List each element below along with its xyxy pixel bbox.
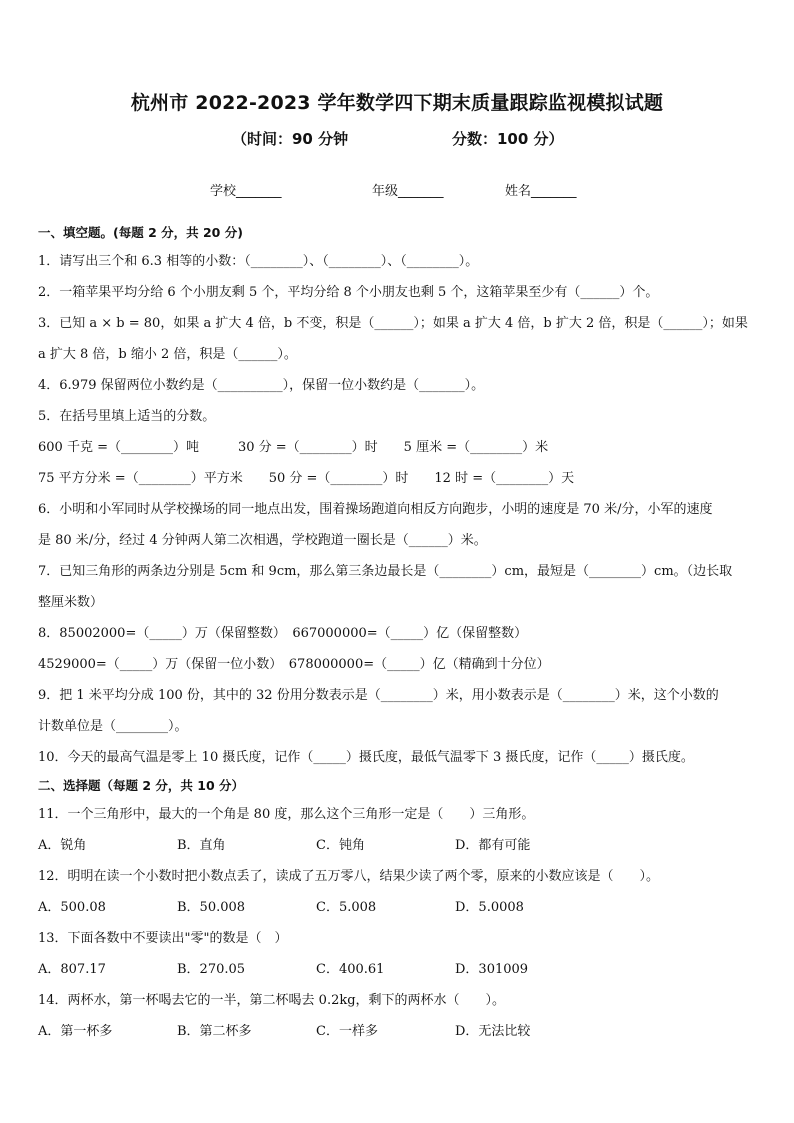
- choice-options: [38, 954, 760, 985]
- option-d: D．无法比较: [455, 1024, 531, 1039]
- question-line: 6．小明和小军同时从学校操场的同一地点出发，围着操场跑道向相反方向跑步，小明的速度是 70 米/分，小军的速度: [38, 502, 713, 517]
- question-line: 600 千克 =（________）吨 30 分 =（________）时 5 厘米 =（________）米: [38, 440, 549, 455]
- choice-question-stem: 11．一个三角形中，最大的一个角是 80 度，那么这个三角形一定是（ ）三角形。: [38, 807, 535, 822]
- choice-question-stem: 12．明明在读一个小数时把小数点丢了，读成了五万零八，结果少读了两个零，原来的小数应该是（ ）。: [38, 869, 660, 884]
- option-b: B．直角: [177, 838, 226, 853]
- question-line: a 扩大 8 倍，b 缩小 2 倍，积是（______）。: [38, 347, 297, 362]
- question-line: 10．今天的最高气温是零上 10 摄氏度，记作（_____）摄氏度，最低气温零下 3 摄氏度，记作（_____）摄氏度。: [38, 750, 694, 765]
- question-line: 8．85002000=（_____）万（保留整数） 667000000=（_____）亿（保留整数）: [38, 626, 528, 641]
- option-d: D．5.0008: [455, 900, 524, 915]
- question-line: 整厘米数）: [38, 595, 104, 610]
- question-line: 7．已知三角形的两条边分别是 5cm 和 9cm，那么第三条边最长是（________）cm，最短是（________）cm。（边长取: [38, 564, 733, 579]
- exam-score: 分数：100 分）: [452, 130, 564, 148]
- question-line: 3．已知 a × b = 80，如果 a 扩大 4 倍，b 不变，积是（______）；如果 a 扩大 4 倍，b 扩大 2 倍，积是（______）；如果: [38, 316, 748, 331]
- section-choice-title: 二、选择题（每题 2 分，共 10 分）: [38, 778, 245, 793]
- question-line: 9．把 1 米平均分成 100 份，其中的 32 份用分数表示是（________）米，用小数表示是（________）米，这个小数的: [38, 688, 719, 703]
- option-d: D．301009: [455, 962, 529, 977]
- exam-content: [38, 220, 760, 1047]
- option-a: A．500.08: [38, 900, 106, 915]
- option-b: B．50.008: [177, 900, 246, 915]
- option-a: A．锐角: [38, 838, 87, 853]
- question-line: 4529000=（_____）万（保留一位小数） 678000000=（_____）亿（精确到十分位）: [38, 657, 550, 672]
- question-line: 2．一箱苹果平均分给 6 个小朋友剩 5 个，平均分给 8 个小朋友也剩 5 个，这箱苹果至少有（______）个。: [38, 285, 659, 300]
- grade-field: 年级_______: [372, 184, 444, 199]
- question-line: 计数单位是（________）。: [38, 719, 188, 734]
- choice-options: [38, 892, 760, 923]
- choice-options: [38, 1016, 760, 1047]
- option-c: C．5.008: [316, 900, 377, 915]
- option-b: B．第二杯多: [177, 1024, 252, 1039]
- question-line: 5．在括号里填上适当的分数。: [38, 409, 216, 424]
- question-line: 是 80 米/分，经过 4 分钟两人第二次相遇，学校跑道一圈长是（______）米。: [38, 533, 487, 548]
- exam-time: （时间：90 分钟: [232, 130, 349, 148]
- option-a: A．第一杯多: [38, 1024, 113, 1039]
- choice-options: [38, 830, 760, 861]
- choice-question-stem: 14．两杯水，第一杯喝去它的一半，第二杯喝去 0.2kg，剩下的两杯水（ ）。: [38, 993, 506, 1008]
- option-c: C．400.61: [316, 962, 385, 977]
- page-title: 杭州市 2022-2023 学年数学四下期末质量跟踪监视模拟试题: [130, 92, 664, 114]
- option-a: A．807.17: [38, 962, 106, 977]
- section-fill-blank-title: 一、填空题。(每题 2 分，共 20 分): [38, 225, 243, 240]
- question-line: 75 平方分米 =（________）平方米 50 分 =（________）时 12 时 =（________）天: [38, 471, 575, 486]
- name-field: 姓名_______: [505, 184, 577, 199]
- option-c: C．钝角: [316, 838, 365, 853]
- option-b: B．270.05: [177, 962, 246, 977]
- question-line: 1．请写出三个和 6.3 相等的小数：（________）、（________）、（________）。: [38, 254, 479, 269]
- school-field: 学校_______: [210, 184, 282, 199]
- question-line: 4．6.979 保留两位小数约是（__________），保留一位小数约是（_______）。: [38, 378, 485, 393]
- option-d: D．都有可能: [455, 838, 531, 853]
- choice-question-stem: 13．下面各数中不要读出"零"的数是（ ）: [38, 931, 288, 946]
- option-c: C．一样多: [316, 1024, 378, 1039]
